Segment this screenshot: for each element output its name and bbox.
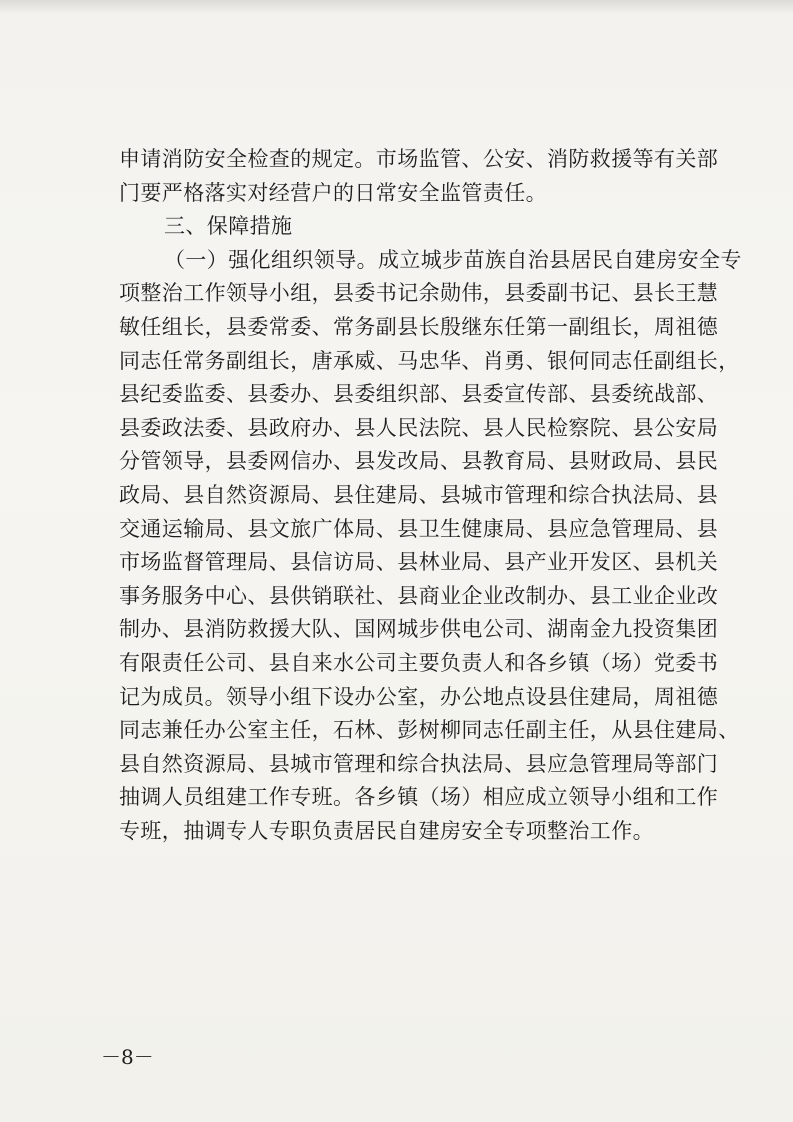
text-line-8: 县纪委监委、县委办、县委组织部、县委宣传部、县委统战部、 [119,382,719,407]
text-line-17: 记为成员。领导小组下设办公室，办公地点设县住建局，周祖德 [119,684,719,709]
text-line-13: 市场监督管理局、县信访局、县林业局、县产业开发区、县机关 [119,550,719,575]
text-line-19: 县自然资源局、县城市管理和综合执法局、县应急管理局等部门 [119,751,719,776]
text-line-4: （一）强化组织领导。成立城步苗族自治县居民自建房安全专 [164,247,742,272]
text-line-14: 事务服务中心、县供销联社、县商业企业改制办、县工业企业改 [119,583,719,608]
text-line-1: 申请消防安全检查的规定。市场监管、公安、消防救援等有关部 [119,147,719,171]
text-line-5: 项整治工作领导小组，县委书记余勋伟，县委副书记、县长王慧 [119,281,719,306]
text-line-11: 政局、县自然资源局、县住建局、县城市管理和综合执法局、县 [119,482,719,507]
text-line-2: 门要严格落实对经营户的日常安全监管责任。 [119,180,547,205]
text-line-21: 专班，抽调专人专职负责居民自建房安全专项整治工作。 [119,818,654,843]
text-line-15: 制办、县消防救援大队、国网城步供电公司、湖南金九投资集团 [119,617,719,642]
text-line-16: 有限责任公司、县自来水公司主要负责人和各乡镇（场）党委书 [119,650,719,675]
scan-edge-shadow [0,0,793,14]
text-line-20: 抽调人员组建工作专班。各乡镇（场）相应成立领导小组和工作 [119,785,719,810]
section-heading: 三、保障措施 [164,214,293,239]
text-line-12: 交通运输局、县文旅广体局、县卫生健康局、县应急管理局、县 [119,516,719,541]
text-line-9: 县委政法委、县政府办、县人民法院、县人民检察院、县公安局 [119,415,719,440]
text-line-10: 分管领导，县委网信办、县发改局、县教育局、县财政局、县民 [119,449,719,474]
text-line-7: 同志任常务副组长，唐承威、马忠华、肖勇、银何同志任副组长， [119,348,740,373]
page-number: －8－ [101,1045,154,1069]
text-line-6: 敏任组长，县委常委、常务副县长殷继东任第一副组长，周祖德 [119,314,719,339]
body-text [119,143,742,848]
text-line-18: 同志兼任办公室主任，石林、彭树柳同志任副主任，从县住建局、 [119,718,740,743]
